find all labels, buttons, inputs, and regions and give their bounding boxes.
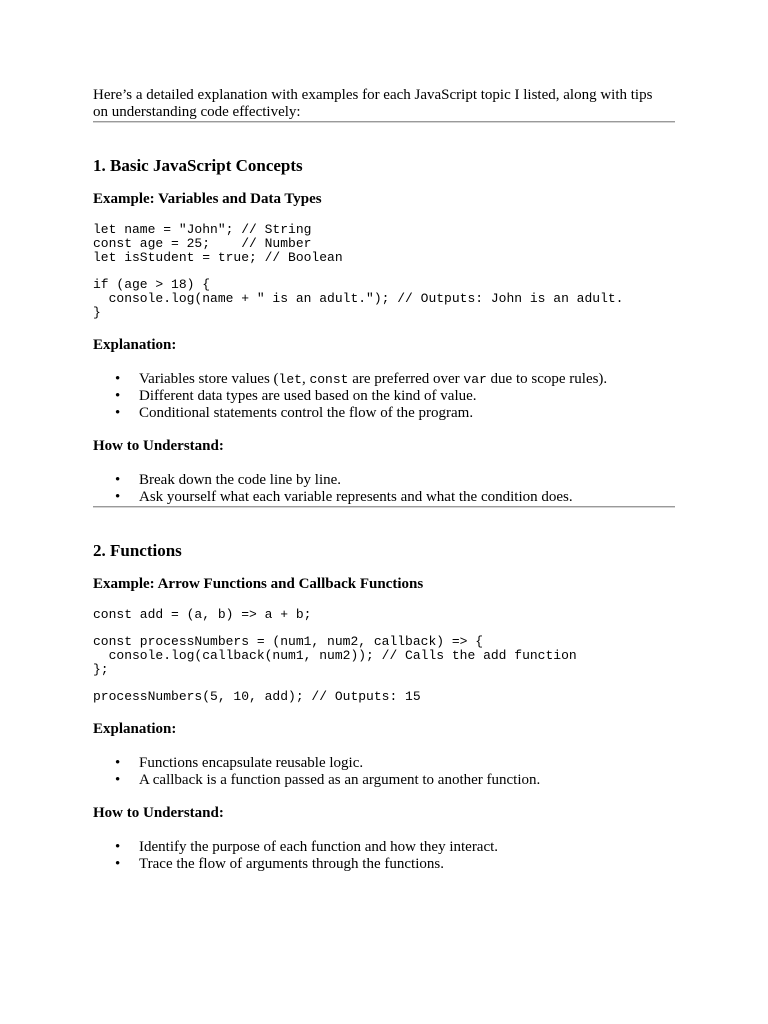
list-item: • Different data types are used based on the kind of value. bbox=[93, 388, 675, 405]
section-1-understand-list bbox=[93, 472, 675, 506]
intro-paragraph bbox=[93, 87, 675, 121]
inline-code: var bbox=[463, 371, 487, 387]
section-2-example-heading: Example: Arrow Functions and Callback Functions bbox=[93, 575, 424, 592]
intro-line-2: on understanding code effectively: bbox=[93, 104, 301, 120]
section-2-understand-heading: How to Understand: bbox=[93, 805, 224, 822]
section-1-example-heading: Example: Variables and Data Types bbox=[93, 191, 322, 207]
section-1-explanation-list bbox=[93, 371, 675, 422]
section-2-heading: 2. Functions bbox=[93, 540, 182, 560]
section-2-explanation-list bbox=[93, 755, 675, 789]
section-2-understand-list bbox=[93, 839, 675, 873]
section-2-code-block: const add = (a, b) => a + b; const processNumbers = (num1, num2, callback) => { console.log(callback(num1, num2)); // Calls the add function }; processNumbers(5, 10, add); // Outputs: 15 bbox=[93, 606, 577, 705]
section-1-heading: 1. Basic JavaScript Concepts bbox=[93, 156, 303, 175]
section-divider bbox=[93, 121, 675, 123]
intro-line-1: Here’s a detailed explanation with examples for each JavaScript topic I listed, along with tips bbox=[93, 87, 653, 103]
list-item: • Functions encapsulate reusable logic. bbox=[93, 755, 675, 772]
inline-code: const bbox=[309, 371, 349, 387]
list-item: • Conditional statements control the flow of the program. bbox=[93, 405, 675, 422]
section-1-understand-heading: How to Understand: bbox=[93, 437, 224, 454]
section-divider bbox=[93, 506, 675, 508]
section-1-explanation-heading: Explanation: bbox=[93, 336, 177, 353]
section-1-code-block: let name = "John"; // String const age = 25; // Number let isStudent = true; // Boolean if (age > 18) { console.log(name + " is an adult."); // Outputs: John is an adult. } bbox=[93, 222, 624, 320]
list-item: • A callback is a function passed as an argument to another function. bbox=[93, 772, 675, 789]
list-item: • Variables store values (let, const are preferred over var due to scope rules). bbox=[93, 371, 675, 388]
list-item: • Ask yourself what each variable represents and what the condition does. bbox=[93, 489, 675, 506]
document-page bbox=[93, 87, 675, 873]
list-item: • Trace the flow of arguments through the functions. bbox=[93, 856, 675, 873]
list-item: • Identify the purpose of each function and how they interact. bbox=[93, 839, 675, 856]
list-item: • Break down the code line by line. bbox=[93, 472, 675, 489]
inline-code: let bbox=[278, 371, 302, 387]
section-2-explanation-heading: Explanation: bbox=[93, 721, 177, 738]
